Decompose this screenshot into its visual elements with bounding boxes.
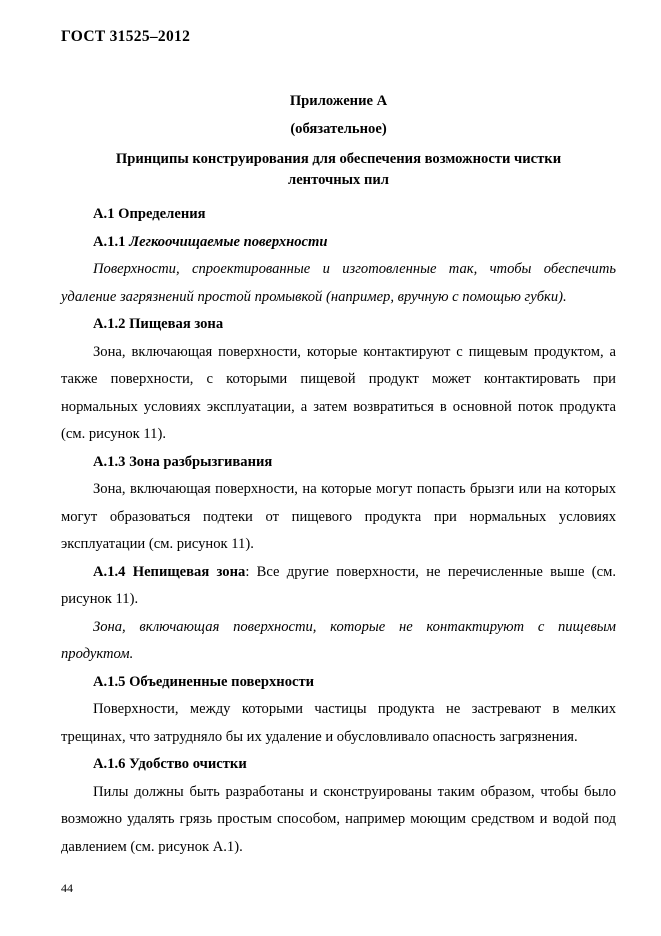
section-a15-text: Поверхности, между которыми частицы продукта не застревают в мелких трещинах, что затрудняло бы их удаление и обусловливало опасность загрязнения.: [61, 701, 616, 745]
section-a14-paragraph: [61, 559, 616, 614]
section-a16-text: Пилы должны быть разработаны и сконструированы таким образом, чтобы было возможно удалять грязь простым способом, например моющим средством и водой под давлением (см. рисунок А.1).: [61, 783, 616, 855]
page-content: [61, 88, 616, 861]
section-a11-number: А.1.1: [93, 233, 126, 250]
section-a15-heading: А.1.5 Объединенные поверхности: [93, 673, 315, 690]
section-a13-text: Зона, включающая поверхности, на которые могут попасть брызги или на которых могут образоваться подтеки от пищевого продукта при нормальных условиях эксплуатации (см. рисунок 11).: [61, 481, 616, 552]
section-a11-heading: [61, 229, 616, 257]
annex-status: (обязательное): [290, 120, 387, 137]
section-a12-heading: А.1.2 Пищевая зона: [93, 316, 224, 332]
section-a1-heading: А.1 Определения: [93, 206, 206, 222]
section-a11-term: Легкоочищаемые поверхности: [129, 233, 328, 250]
page-number: 44: [61, 881, 73, 895]
document-code: ГОСТ 31525–2012: [61, 28, 191, 45]
section-a13-heading: А.1.3 Зона разбрызгивания: [93, 453, 273, 470]
section-a14-text: : Все другие поверхности, не перечисленные выше (см. рисунок 11).: [61, 563, 617, 607]
annex-label: Приложение А: [289, 93, 388, 109]
section-a12-text: Зона, включающая поверхности, которые контактируют с пищевым продуктом, а также поверхности, с которыми пищевой продукт может контактировать при нормальных условиях эксплуатации, а затем возвратиться в основной поток продукта (см. рисунок 11).: [61, 343, 616, 442]
annex-title: Принципы конструирования для обеспечения возможности чистки ленточных пил: [115, 151, 562, 188]
section-a14-heading: А.1.4 Непищевая зона: [93, 563, 246, 580]
section-a16-heading: А.1.6 Удобство очистки: [93, 756, 247, 772]
section-a11-text: Поверхности, спроектированные и изготовленные так, чтобы обеспечить удаление загрязнений простой промывкой (например, вручную с помощью губки).: [61, 261, 616, 305]
section-a14-italic-text: Зона, включающая поверхности, которые не контактируют с пищевым продуктом.: [61, 618, 616, 662]
